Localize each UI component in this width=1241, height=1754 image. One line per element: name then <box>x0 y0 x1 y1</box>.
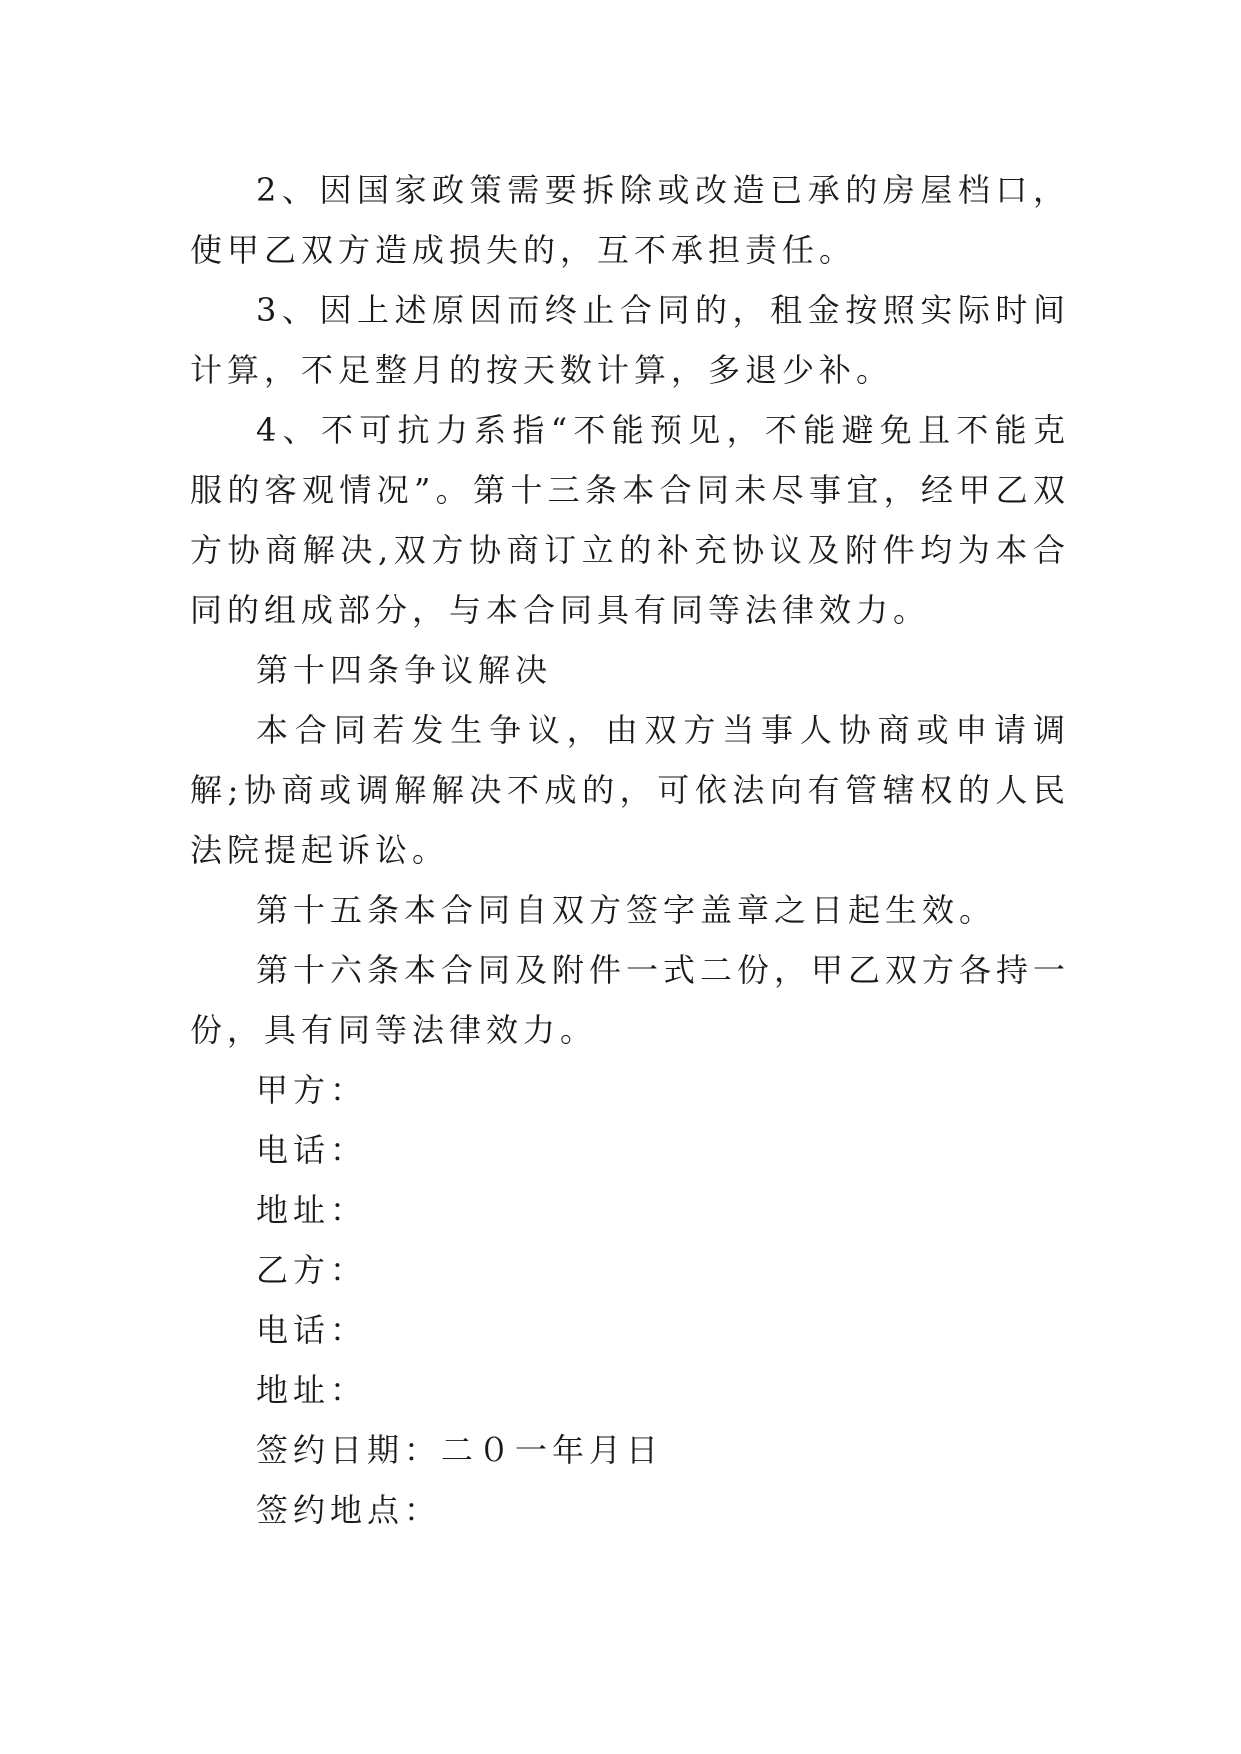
party-b-label: 乙方： <box>256 1251 368 1289</box>
clause-paragraph: 3、因上述原因而终止合同的，租金按照实际时间计算，不足整月的按天数计算，多退少补。 <box>190 291 1070 389</box>
party-a-address-label: 地址： <box>256 1191 368 1229</box>
clause-paragraph: 第十六条本合同及附件一式二份，甲乙双方各持一份，具有同等法律效力。 <box>190 951 1071 1049</box>
party-b-address-label: 地址： <box>256 1371 368 1409</box>
party-a-label: 甲方： <box>256 1071 368 1109</box>
contract-body <box>190 160 1070 1540</box>
clause-paragraph: 第十五条本合同自双方签字盖章之日起生效。 <box>256 891 997 929</box>
clause-paragraph: 本合同若发生争议，由双方当事人协商或申请调解;协商或调解解决不成的，可依法向有管辖权的人民法院提起诉讼。 <box>190 711 1070 869</box>
party-a-phone-label: 电话： <box>256 1131 368 1169</box>
party-b-phone-label: 电话： <box>256 1311 368 1349</box>
article-heading: 第十四条争议解决 <box>256 651 553 689</box>
clause-paragraph: 2、因国家政策需要拆除或改造已承的房屋档口，使甲乙双方造成损失的，互不承担责任。 <box>190 171 1070 269</box>
clause-paragraph: 4、不可抗力系指“不能预见，不能避免且不能克服的客观情况”。第十三条本合同未尽事宜，经甲乙双方协商解决,双方协商订立的补充协议及附件均为本合同的组成部分，与本合同具有同等法律效力。 <box>190 411 1070 629</box>
signing-place-label: 签约地点： <box>256 1491 442 1529</box>
signing-date-label: 签约日期：二０一年月日 <box>256 1431 664 1469</box>
